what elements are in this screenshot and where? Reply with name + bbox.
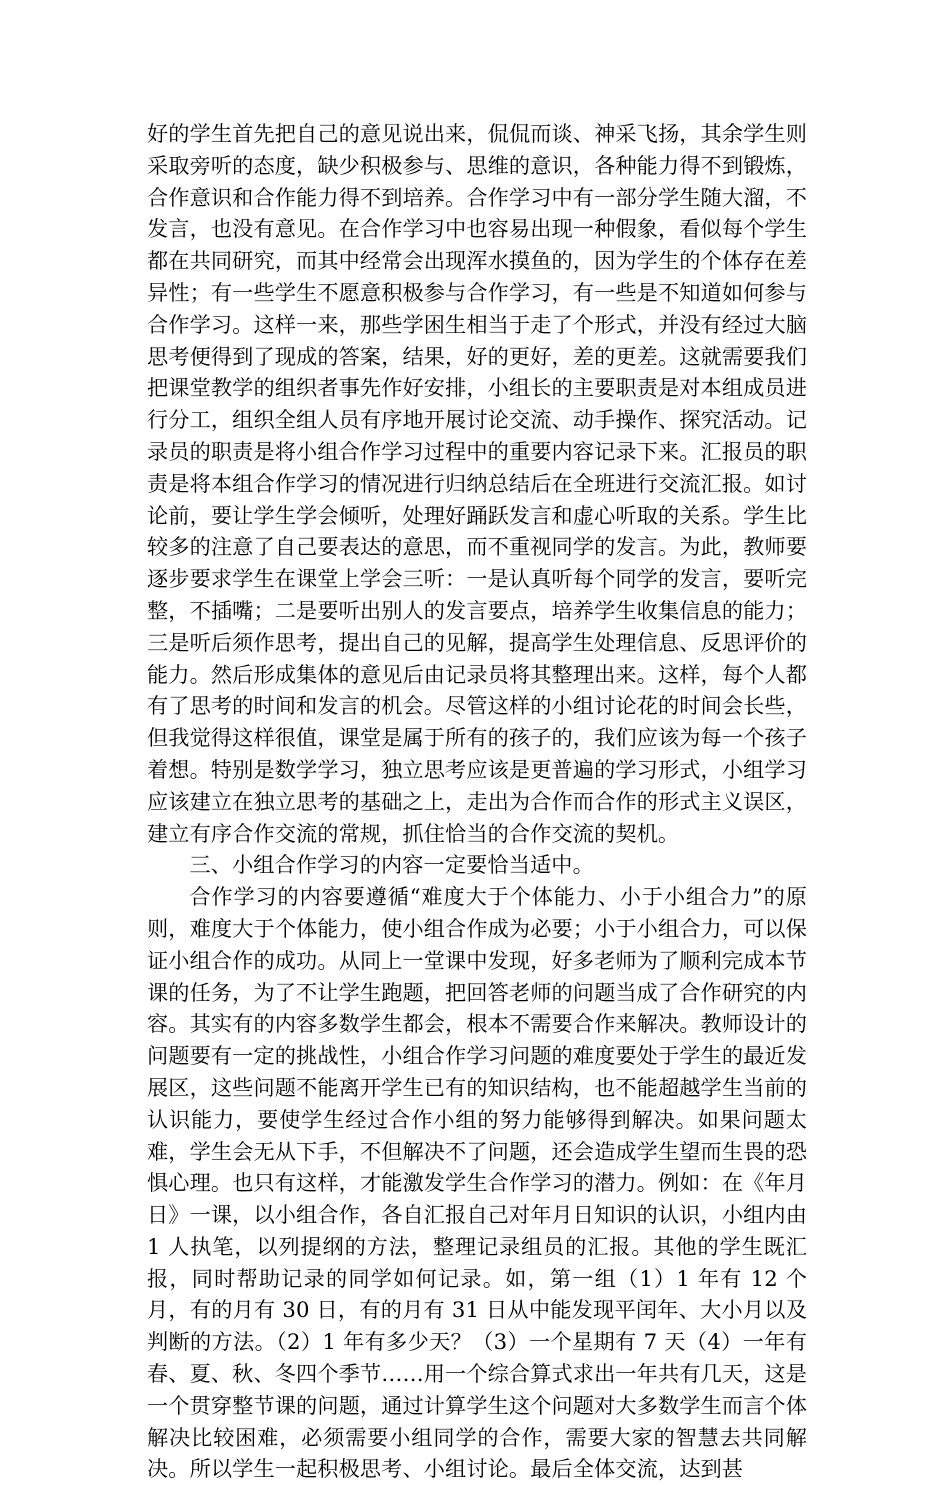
document-body: [147, 118, 807, 1485]
section-heading-3: 三、小组合作学习的内容一定要恰当适中。: [189, 852, 594, 878]
paragraph-continuation: 好的学生首先把自己的意见说出来，侃侃而谈、神采飞扬，其余学生则采取旁听的态度，缺少积极参与、思维的意识，各种能力得不到锻炼，合作意识和合作能力得不到培养。合作学习中有一部分学生随大溜，不发言，也没有意见。在合作学习中也容易出现一种假象，看似每个学生都在共同研究，而其中经常会出现浑水摸鱼的，因为学生的个体存在差异性；有一些学生不愿意积极参与合作学习，有一些是不知道如何参与合作学习。这样一来，那些学困生相当于走了个形式，并没有经过大脑思考便得到了现成的答案，结果，好的更好，差的更差。这就需要我们把课堂教学的组织者事先作好安排，小组长的主要职责是对本组成员进行分工，组织全组人员有序地开展讨论交流、动手操作、探究活动。记录员的职责是将小组合作学习过程中的重要内容记录下来。汇报员的职责是将本组合作学习的情况进行归纳总结后在全班进行交流汇报。如讨论前，要让学生学会倾听，处理好踊跃发言和虚心听取的关系。学生比较多的注意了自己要表达的意思，而不重视同学的发言。为此，教师要逐步要求学生在课堂上学会三听：一是认真听每个同学的发言，要听完整，不插嘴；二是要听出别人的发言要点，培养学生收集信息的能力；三是听后须作思考，提出自己的见解，提高学生处理信息、反思评价的能力。然后形成集体的意见后由记录员将其整理出来。这样，每个人都有了思考的时间和发言的机会。尽管这样的小组讨论花的时间会长些，但我觉得这样很值，课堂是属于所有的孩子的，我们应该为每一个孩子着想。特别是数学学习，独立思考应该是更普遍的学习形式，小组学习应该建立在独立思考的基础之上，走出为合作而合作的形式主义误区，建立有序合作交流的常规，抓住恰当的合作交流的契机。: [147, 121, 807, 846]
paragraph-content: 合作学习的内容要遵循“难度大于个体能力、小于小组合力”的原则，难度大于个体能力，使小组合作成为必要；小于小组合力，可以保证小组合作的成功。从同上一堂课中发现，好多老师为了顺利完成本节课的任务，为了不让学生跑题，把回答老师的问题当成了合作研究的内容。其实有的内容多数学生都会，根本不需要合作来解决。教师设计的问题要有一定的挑战性，小组合作学习问题的难度要处于学生的最近发展区，这些问题不能离开学生已有的知识结构，也不能超越学生当前的认识能力，要使学生经过合作小组的努力能够得到解决。如果问题太难，学生会无从下手，不但解决不了问题，还会造成学生望而生畏的恐惧心理。也只有这样，才能激发学生合作学习的潜力。例如：在《年月日》一课，以小组合作，各自汇报自己对年月日知识的认识，小组内由 1 人执笔，以列提纲的方法，整理记录组员的汇报。其他的学生既汇报，同时帮助记录的同学如何记录。如，第一组（1）1 年有 12 个月，有的月有 30 日，有的月有 31 日从中能发现平闰年、大小月以及判断的方法。（2）1 年有多少天？（3）一个星期有 7 天（4）一年有春、夏、秋、冬四个季节……用一个综合算式求出一年共有几天，这是一个贯穿整节课的问题，通过计算学生这个问题对大多数学生而言个体解决比较困难，必须需要小组同学的合作，需要大家的智慧去共同解决。所以学生一起积极思考、小组讨论。最后全体交流，达到甚: [147, 884, 807, 1482]
